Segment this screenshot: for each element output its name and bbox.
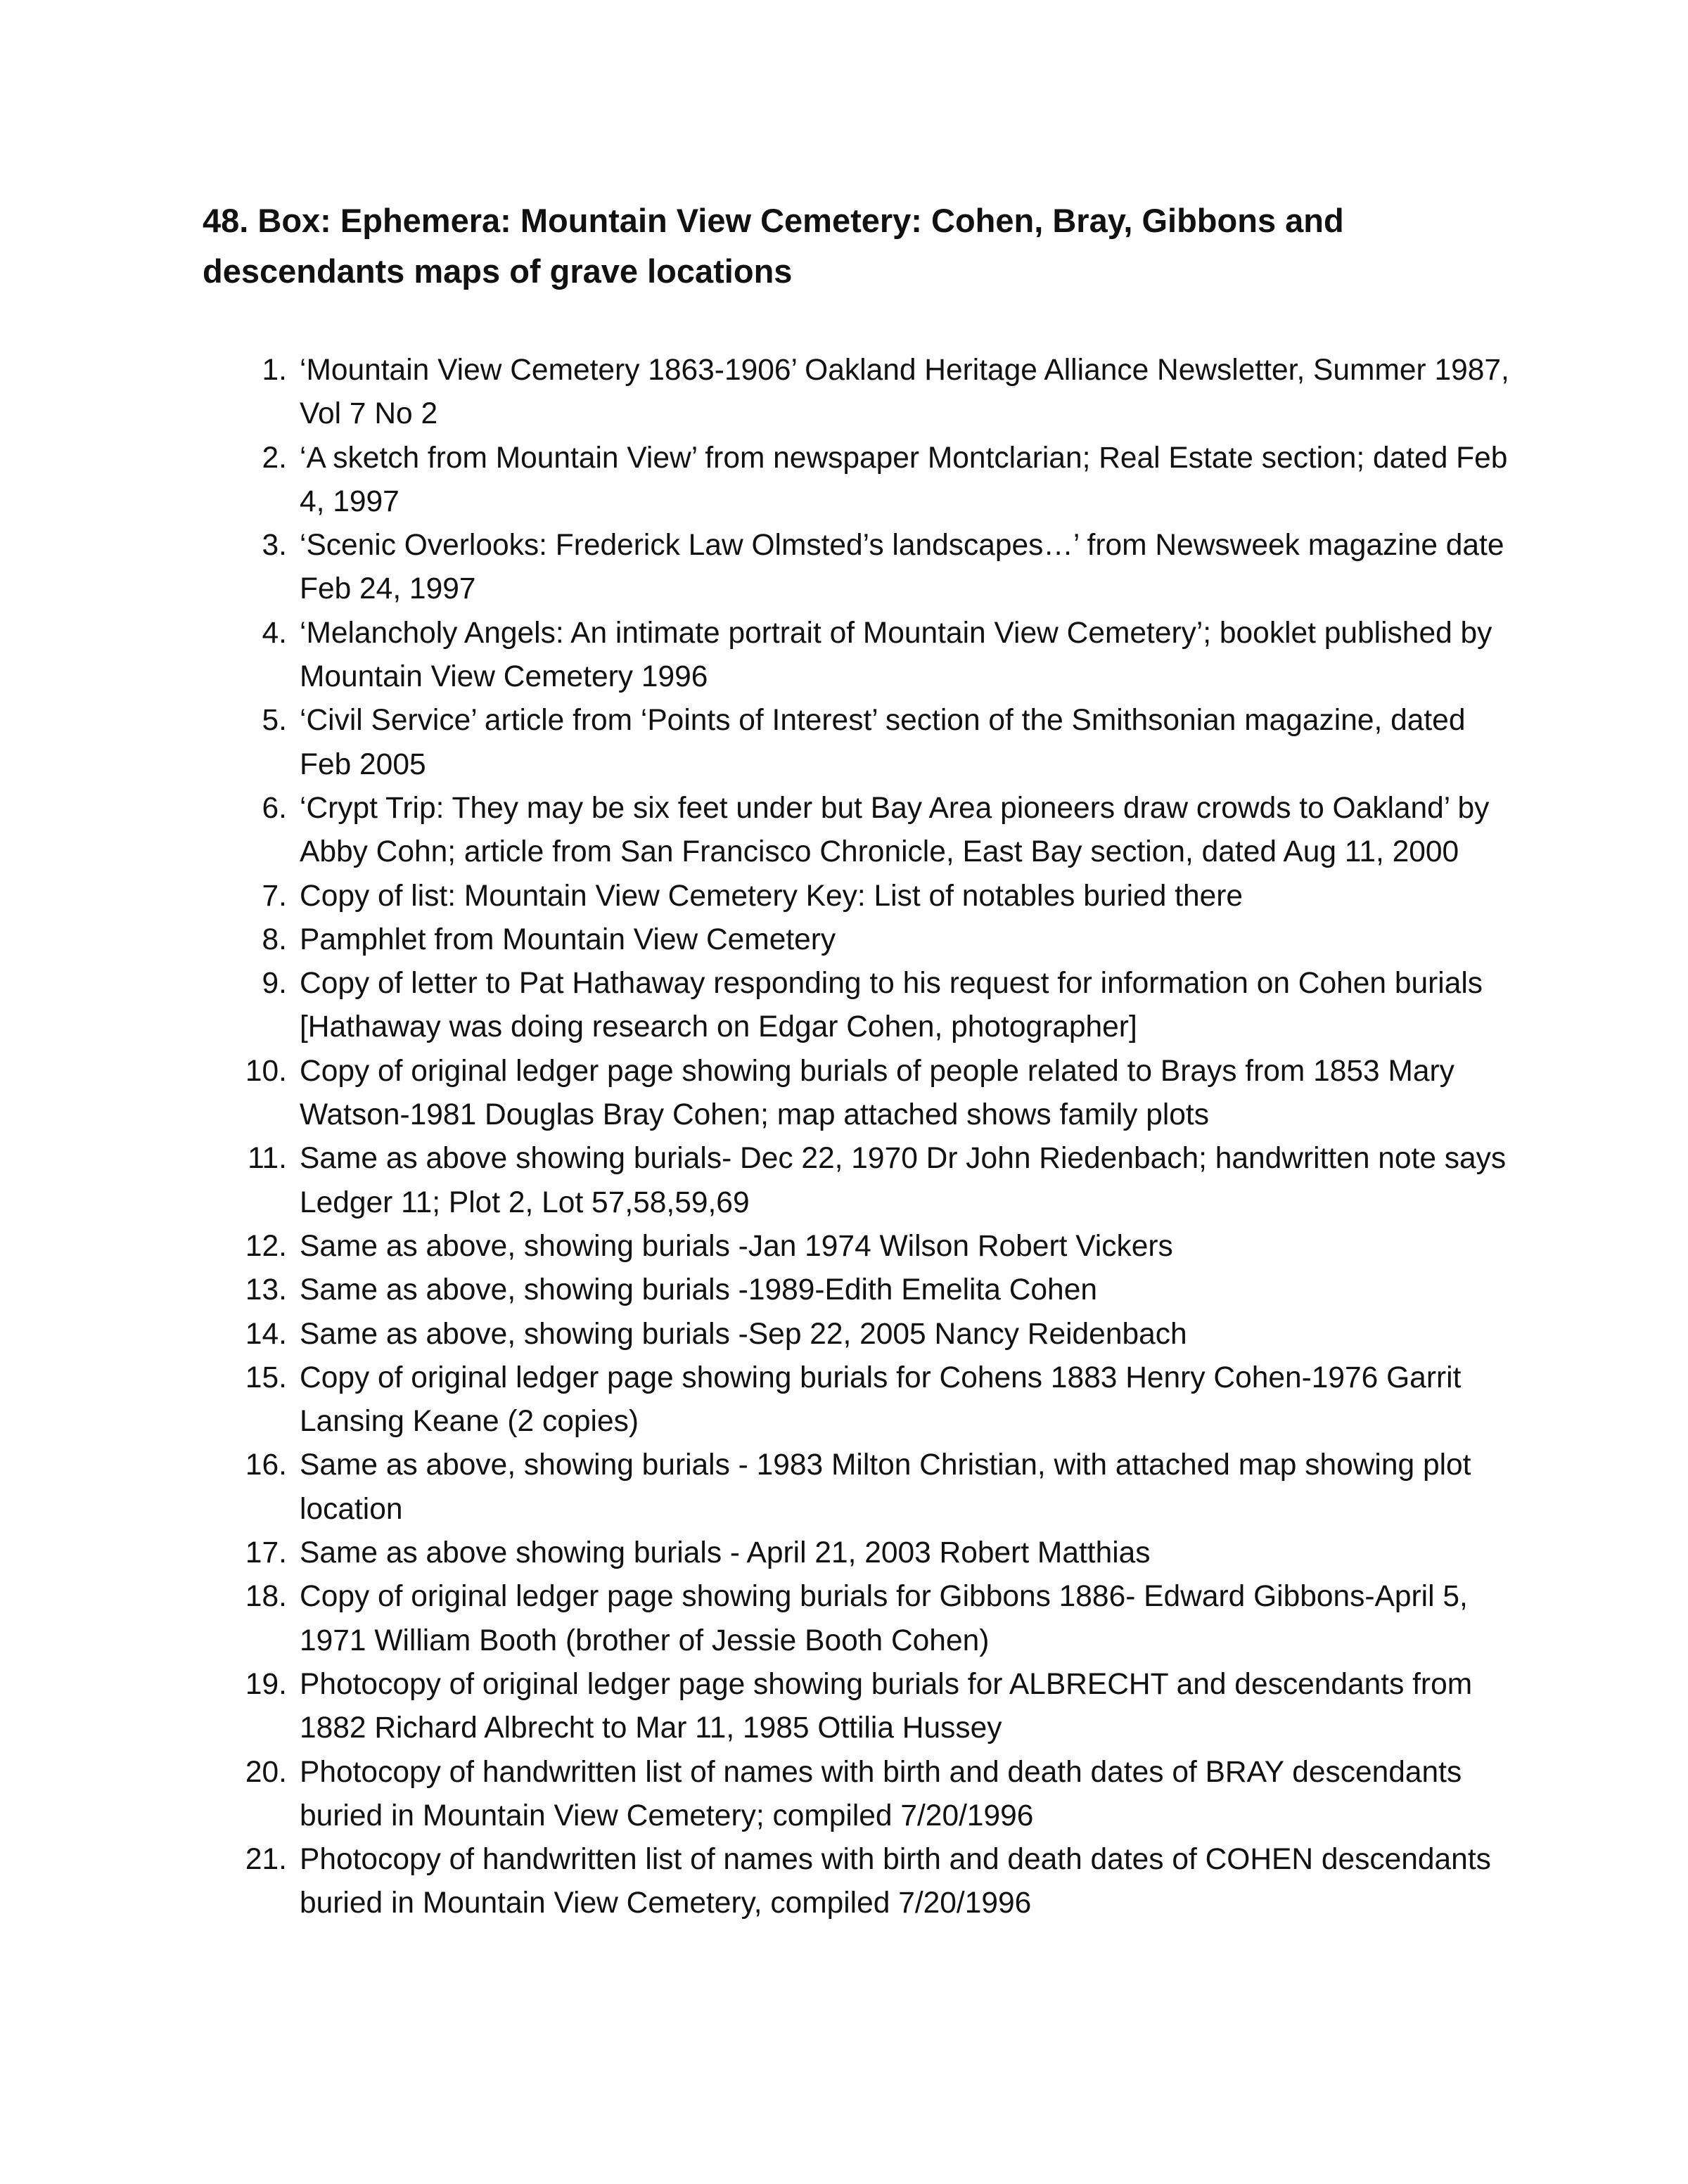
item-text: Copy of original ledger page showing burials for Gibbons 1886- Edward Gibbons-April 5, 1971 William Booth (brother of Jessie Booth Cohen) <box>300 1580 1468 1657</box>
item-list <box>0 349 1688 1926</box>
item-number: 9. <box>262 967 287 1001</box>
item-text: Photocopy of handwritten list of names with birth and death dates of COHEN descendants buried in Mountain View Cemetery, compiled 7/20/1996 <box>300 1843 1491 1920</box>
item-text: Same as above showing burials- Dec 22, 1970 Dr John Riedenbach; handwritten note says Ledger 11; Plot 2, Lot 57,58,59,69 <box>300 1142 1507 1219</box>
list-item <box>0 1838 1509 1926</box>
item-number: 19. <box>245 1667 287 1701</box>
item-number: 6. <box>262 791 287 825</box>
item-number: 20. <box>245 1755 287 1789</box>
item-text: Same as above, showing burials -Jan 1974 Wilson Robert Vickers <box>300 1229 1173 1263</box>
list-item <box>0 1575 1509 1663</box>
list-item <box>0 524 1509 612</box>
list-item <box>0 787 1509 875</box>
list-item <box>0 1663 1509 1751</box>
item-number: 5. <box>262 704 287 738</box>
item-number: 8. <box>262 923 287 956</box>
item-number: 2. <box>262 441 287 475</box>
item-text: Same as above, showing burials - 1983 Milton Christian, with attached map showing plot location <box>300 1448 1471 1526</box>
list-item <box>0 612 1509 700</box>
item-number: 18. <box>245 1580 287 1614</box>
item-number: 16. <box>245 1448 287 1482</box>
item-text: Same as above, showing burials -1989-Edith Emelita Cohen <box>300 1273 1097 1307</box>
list-item <box>0 875 1509 918</box>
item-number: 12. <box>245 1229 287 1263</box>
list-item <box>0 1225 1509 1268</box>
item-number: 1. <box>262 354 287 387</box>
list-item <box>0 349 1509 437</box>
list-item <box>0 437 1509 525</box>
list-item <box>0 962 1509 1050</box>
list-item <box>0 1268 1509 1312</box>
list-item <box>0 1751 1509 1839</box>
item-text: Photocopy of handwritten list of names with birth and death dates of BRAY descendants buried in Mountain View Cemetery; compiled 7/20/1996 <box>300 1755 1462 1832</box>
item-number: 3. <box>262 529 287 563</box>
item-text: ‘Melancholy Angels: An intimate portrait of Mountain View Cemetery’; booklet published by Mountain View Cemetery 1996 <box>300 616 1492 694</box>
list-item <box>0 1356 1509 1444</box>
item-number: 11. <box>248 1142 287 1176</box>
list-item <box>0 1137 1509 1225</box>
item-text: Photocopy of original ledger page showing burials for ALBRECHT and descendants from 1882 Richard Albrecht to Mar 11, 1985 Ottilia Hussey <box>300 1667 1473 1745</box>
list-item <box>0 918 1509 962</box>
item-number: 13. <box>245 1273 287 1307</box>
item-number: 14. <box>245 1317 287 1351</box>
item-text: Same as above showing burials - April 21, 2003 Robert Matthias <box>300 1536 1151 1570</box>
list-item <box>0 1313 1509 1356</box>
item-number: 15. <box>245 1361 287 1394</box>
item-text: Pamphlet from Mountain View Cemetery <box>300 923 836 956</box>
item-number: 21. <box>245 1843 287 1877</box>
list-item <box>0 1050 1509 1138</box>
item-text: Copy of original ledger page showing burials for Cohens 1883 Henry Cohen-1976 Garrit Lansing Keane (2 copies) <box>300 1361 1462 1439</box>
item-number: 7. <box>262 879 287 913</box>
item-text: Copy of list: Mountain View Cemetery Key: List of notables buried there <box>300 879 1243 913</box>
page-title: 48. Box: Ephemera: Mountain View Cemetery: Cohen, Bray, Gibbons and descendants maps of grave locations <box>203 202 1344 290</box>
item-text: ‘A sketch from Mountain View’ from newspaper Montclarian; Real Estate section; dated Feb 4, 1997 <box>300 441 1508 518</box>
item-number: 10. <box>245 1054 287 1088</box>
list-item <box>0 1444 1509 1531</box>
item-text: Same as above, showing burials -Sep 22, 2005 Nancy Reidenbach <box>300 1317 1187 1351</box>
item-text: Copy of letter to Pat Hathaway responding to his request for information on Cohen burials [Hathaway was doing research on Edgar Cohen, photographer] <box>300 967 1483 1044</box>
item-text: ‘Scenic Overlooks: Frederick Law Olmsted’s landscapes…’ from Newsweek magazine date Feb 24, 1997 <box>300 529 1504 606</box>
item-text: ‘Civil Service’ article from ‘Points of Interest’ section of the Smithsonian magazine, dated Feb 2005 <box>300 704 1466 781</box>
item-number: 4. <box>262 616 287 650</box>
item-text: ‘Mountain View Cemetery 1863-1906’ Oakland Heritage Alliance Newsletter, Summer 1987, Vol 7 No 2 <box>300 354 1509 431</box>
list-item <box>0 1531 1509 1575</box>
list-item <box>0 699 1509 787</box>
item-number: 17. <box>245 1536 287 1570</box>
item-text: Copy of original ledger page showing burials of people related to Brays from 1853 Mary Watson-1981 Douglas Bray Cohen; map attached shows family plots <box>300 1054 1454 1132</box>
item-text: ‘Crypt Trip: They may be six feet under but Bay Area pioneers draw crowds to Oakland’ by Abby Cohn; article from San Francisco Chronicle, East Bay section, dated Aug 11, 2000 <box>300 791 1490 869</box>
